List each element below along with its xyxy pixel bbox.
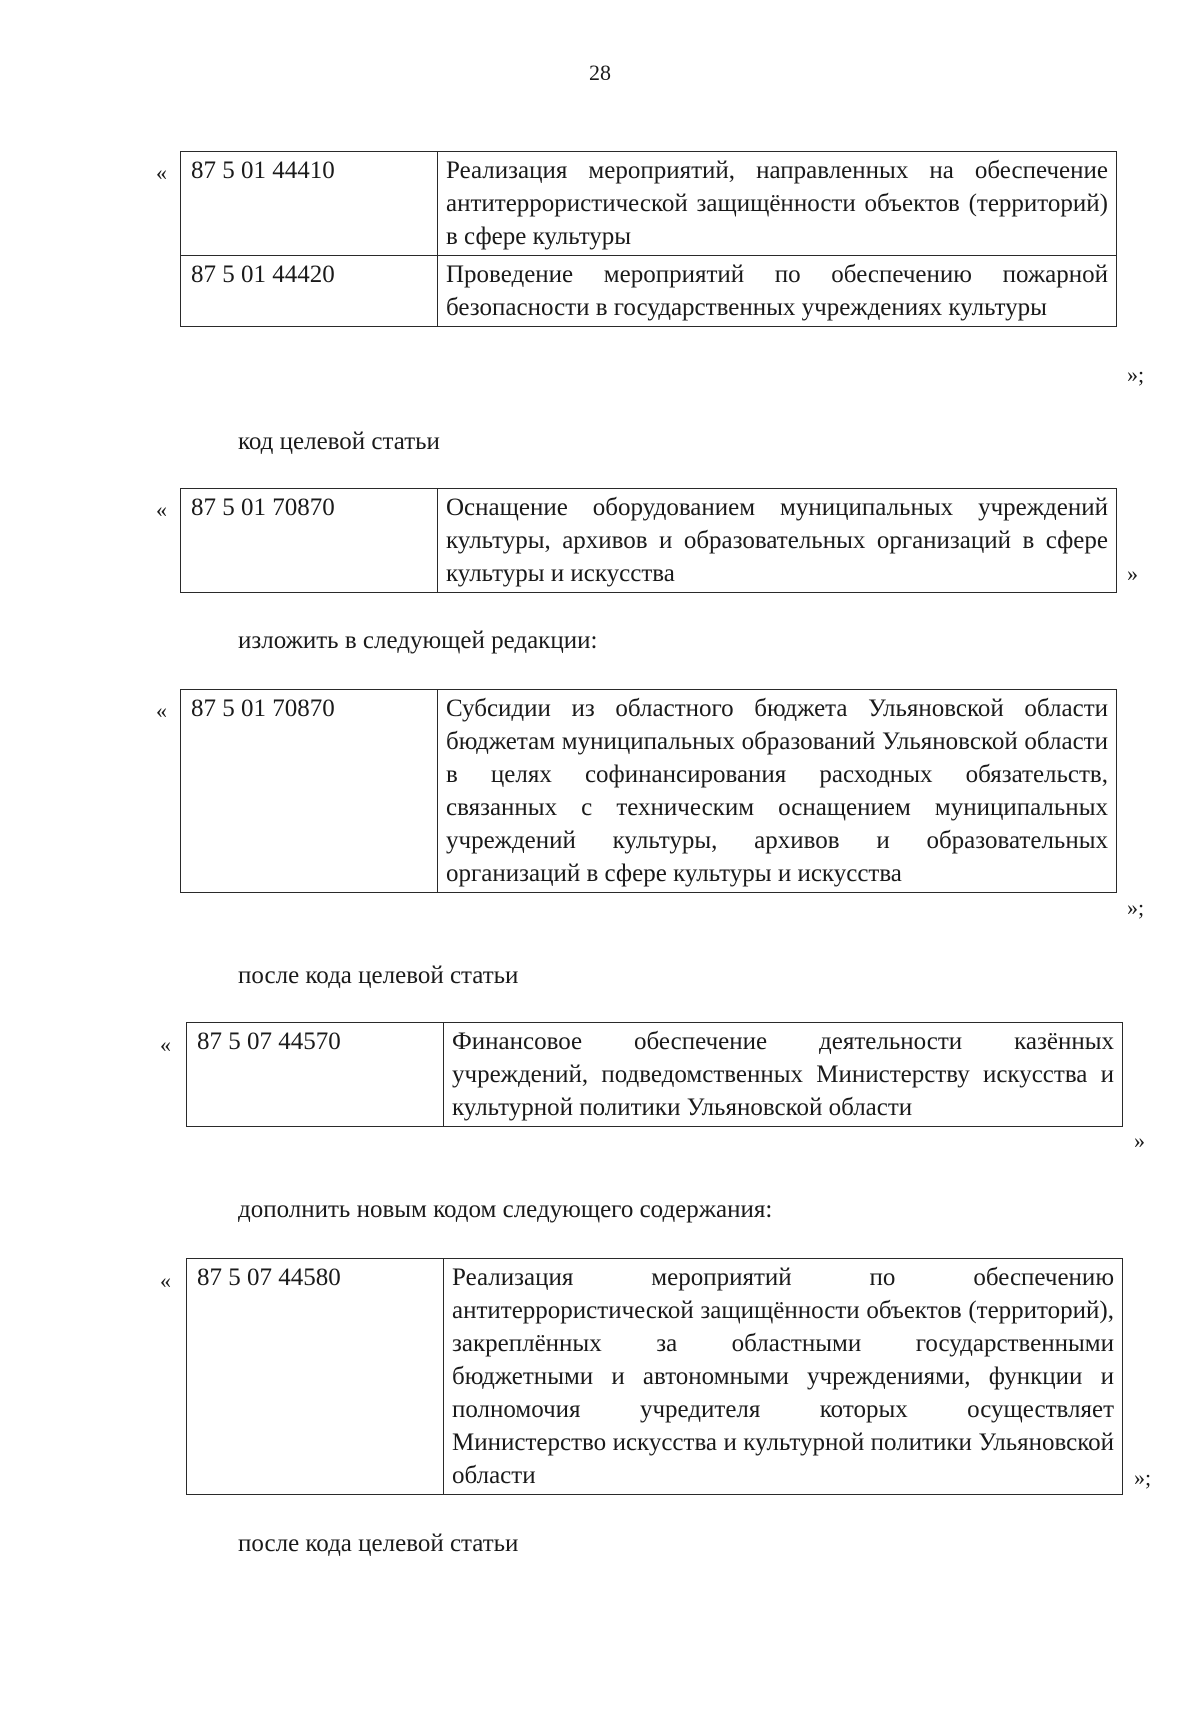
open-quote: « [156,160,167,185]
code-table [180,689,1117,893]
code-cell: 87 5 07 44570 [187,1023,444,1127]
open-quote: « [156,698,167,723]
code-cell: 87 5 01 70870 [181,690,438,893]
code-table [180,488,1117,593]
paragraph-text: дополнить новым кодом следующего содержания: [238,1196,773,1223]
open-quote: « [156,497,167,522]
close-quote: »; [1127,362,1145,387]
code-table [180,151,1117,327]
paragraph-text: после кода целевой статьи [238,1530,519,1557]
table-row [181,256,1117,327]
code-cell: 87 5 07 44580 [187,1259,444,1495]
table-row [181,489,1117,593]
close-quote: » [1127,561,1138,586]
table-row [187,1023,1123,1127]
close-quote: » [1134,1128,1145,1153]
code-cell: 87 5 01 44410 [181,152,438,256]
paragraph-text: код целевой статьи [238,428,440,455]
code-table [186,1258,1123,1495]
paragraph-text: изложить в следующей редакции: [238,627,598,654]
close-quote: »; [1127,895,1145,920]
page-number: 28 [589,60,611,85]
table-row [187,1259,1123,1495]
table-row [181,152,1117,256]
close-quote: »; [1134,1465,1152,1490]
description-cell: Субсидии из областного бюджета Ульяновской области бюджетам муниципальных образований Ульяновской области в целях софинансирования расходных обязательств, связанных с техническим оснащением муниципальных учреждений культуры, архивов и образовательных организаций в сфере культуры и искусства [438,690,1117,893]
description-cell: Финансовое обеспечение деятельности казённых учреждений, подведомственных Министерству искусства и культурной политики Ульяновской области [444,1023,1123,1127]
description-cell: Реализация мероприятий, направленных на обеспечение антитеррористической защищённости объектов (территорий) в сфере культуры [438,152,1117,256]
description-cell: Реализация мероприятий по обеспечению антитеррористической защищённости объектов (территорий), закреплённых за областными государственными бюджетными и автономными учреждениями, функции и полномочия учредителя которых осуществляет Министерство искусства и культурной политики Ульяновской области [444,1259,1123,1495]
code-cell: 87 5 01 70870 [181,489,438,593]
code-cell: 87 5 01 44420 [181,256,438,327]
paragraph-text: после кода целевой статьи [238,962,519,989]
code-table [186,1022,1123,1127]
description-cell: Проведение мероприятий по обеспечению пожарной безопасности в государственных учреждениях культуры [438,256,1117,327]
open-quote: « [160,1268,171,1293]
description-cell: Оснащение оборудованием муниципальных учреждений культуры, архивов и образовательных организаций в сфере культуры и искусства [438,489,1117,593]
open-quote: « [160,1032,171,1057]
table-row [181,690,1117,893]
